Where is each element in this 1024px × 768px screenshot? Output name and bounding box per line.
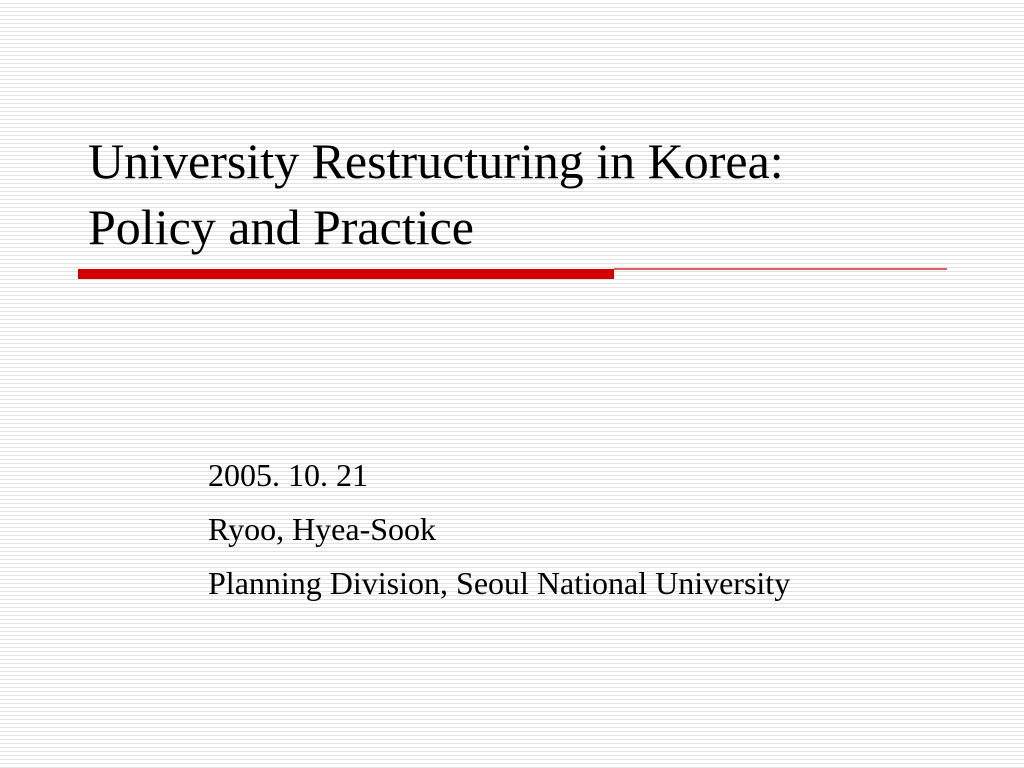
author-affiliation: Planning Division, Seoul National University [208, 565, 791, 601]
title-line-2: Policy and Practice [88, 199, 474, 255]
title-underline-thin [614, 268, 947, 270]
title-underline-thick [78, 269, 614, 279]
author-name: Ryoo, Hyea-Sook [208, 511, 437, 547]
slide-title [88, 128, 968, 260]
title-line-1: University Restructuring in Korea: [88, 133, 784, 189]
presentation-date: 2005. 10. 21 [208, 457, 368, 493]
slide-subtitle [208, 448, 998, 610]
